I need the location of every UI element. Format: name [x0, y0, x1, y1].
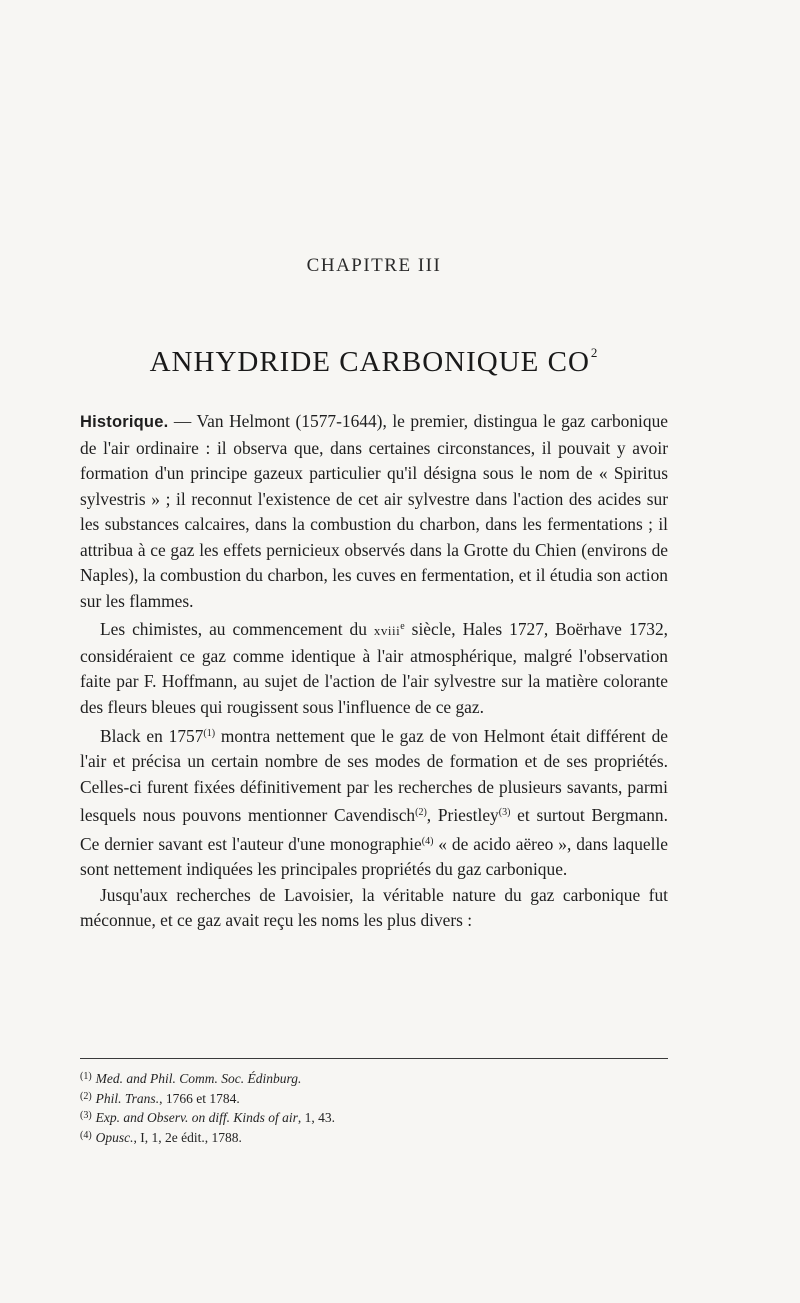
- footnote-mark: (1): [80, 1071, 92, 1082]
- chapter-title-text: ANHYDRIDE CARBONIQUE CO: [149, 346, 590, 379]
- chapter-title: [80, 345, 668, 379]
- paragraph-text: siècle, Hales 1727, Boërhave 1732, considéraient ce gaz comme identique à l'air atmosphérique, malgré l'observation faite par F. Hoffmann, au sujet de l'action de l'air sylvestre sur la matière colorante des fleurs bleues qui rougissent sous l'influence de ce gaz.: [80, 619, 668, 718]
- paragraph-lavoisier: [80, 883, 668, 934]
- footnote-ref-4[interactable]: (4): [421, 835, 434, 847]
- footnote-citation: Exp. and Observ. on diff. Kinds of air: [95, 1110, 298, 1125]
- footnote-2: [80, 1088, 668, 1108]
- chapter-title-subscript-number: 2: [590, 345, 599, 361]
- footnote-mark: (2): [80, 1090, 92, 1102]
- footnotes: [80, 1068, 668, 1146]
- chapter-label: CHAPITRE III: [306, 255, 442, 276]
- paragraph-text: , Priestley: [426, 805, 499, 826]
- paragraph-text: — Van Helmont (1577-1644), le premier, distingua le gaz carbonique de l'air ordinaire : il observa que, dans certaines circonstances, il pouvait y avoir formation d'un principe gazeux particulier qu'il désigna sous le nom de « Spiritus sylvestris » ; il reconnut l'existence de cet air sylvestre dans l'action des acides sur les substances calcaires, dans la combustion du charbon, dans les fermentations ; il attribua à ce gaz les effets pernicieux observés dans la Grotte du Chien (environs de Naples), la combustion du charbon, les cuves en fermentation, et il étudia son action sur les flammes.: [80, 411, 668, 611]
- body-text: [80, 409, 668, 934]
- footnote-citation: Phil. Trans.: [95, 1090, 160, 1106]
- footnote-citation: Med. and Phil. Comm. Soc. Édinburg.: [95, 1071, 302, 1086]
- footnote-detail: , 1, 43.: [297, 1110, 336, 1125]
- footnote-ref-2[interactable]: (2): [415, 807, 427, 819]
- footnote-ref-3[interactable]: (3): [498, 807, 511, 819]
- paragraph-text: « de acido aëreo », dans laquelle sont nettement indiquées les principales propriétés du gaz carbonique.: [80, 833, 668, 880]
- section-heading: Historique.: [80, 413, 169, 431]
- footnote-3: [80, 1107, 668, 1127]
- footnote-mark: (4): [80, 1129, 92, 1141]
- paragraph-text: montra nettement que le gaz de von Helmont était différent de l'air et précisa un certain nombre de ses modes de formation et de ses propriétés. Celles-ci furent fixées définitivement par les recherches de plusieurs savants, parmi lesquels nous pouvons mentionner Cavendisch: [80, 725, 668, 826]
- footnote-detail: , I, 1, 2e édit., 1788.: [133, 1129, 242, 1145]
- paragraph-text: Black en 1757: [100, 725, 204, 746]
- paragraph-text: Les chimistes, au commencement du: [100, 619, 374, 640]
- century-numeral: xviii: [373, 623, 401, 639]
- footnote-divider: [80, 1058, 668, 1059]
- century-suffix: e: [400, 621, 405, 633]
- paragraph-text: Jusqu'aux recherches de Lavoisier, la véritable nature du gaz carbonique fut méconnue, et ce gaz avait reçu les noms les plus divers :: [80, 884, 668, 931]
- footnote-mark: (3): [80, 1110, 92, 1121]
- paragraph-chimistes: [80, 614, 668, 720]
- paragraph-black: [80, 721, 668, 883]
- paragraph-text: et surtout Bergmann. Ce dernier savant est l'auteur d'une monographie: [80, 805, 668, 854]
- footnote-citation: Opusc.: [95, 1129, 134, 1145]
- footnote-1: [80, 1068, 668, 1088]
- footnote-detail: , 1766 et 1784.: [159, 1090, 240, 1106]
- footnote-ref-1[interactable]: (1): [203, 727, 216, 739]
- footnote-4: [80, 1127, 668, 1147]
- paragraph-historique: [80, 409, 668, 614]
